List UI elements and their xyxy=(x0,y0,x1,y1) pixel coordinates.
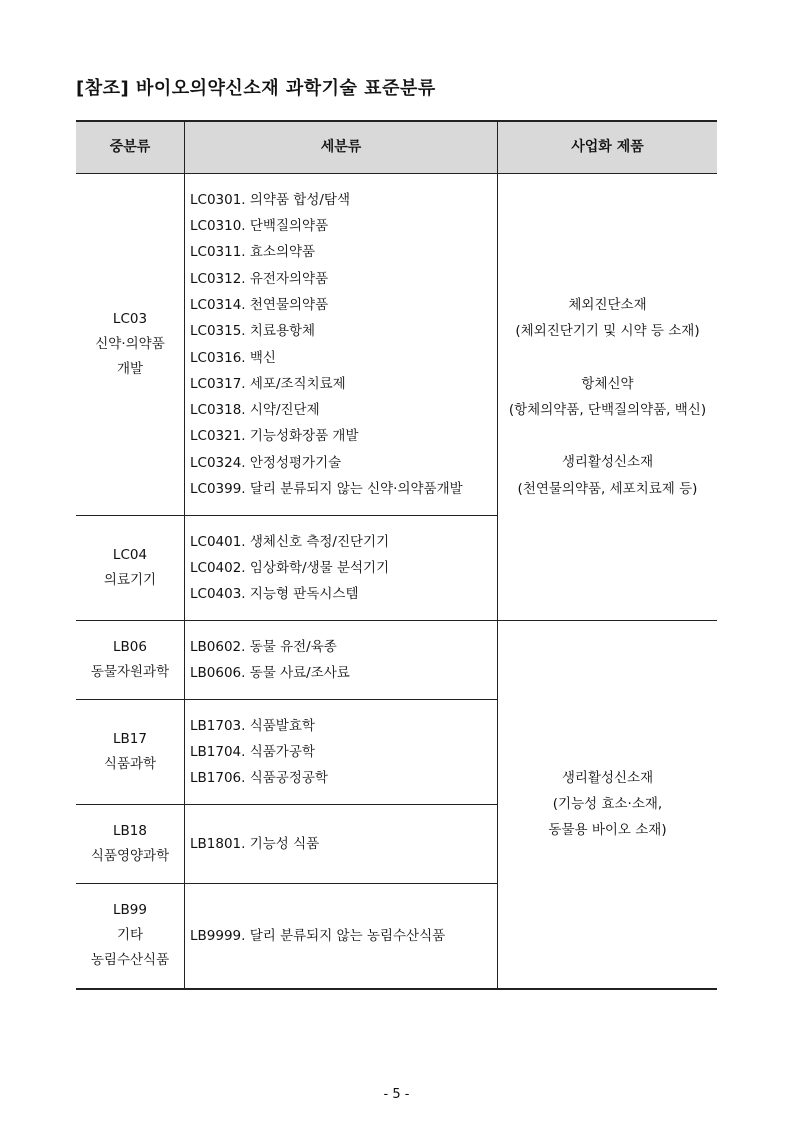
sub-category-cell: LB1801. 기능성 식품 xyxy=(185,805,498,884)
mid-category-cell: LC03 신약·의약품 개발 xyxy=(76,174,185,516)
mid-category-cell: LB18 식품영양과학 xyxy=(76,805,185,884)
page-number: - 5 - xyxy=(383,1087,410,1102)
product-cell: 생리활성신소재 (기능성 효소·소재, 동물용 바이오 소재) xyxy=(498,621,718,989)
product-cell: 체외진단소재 (체외진단기기 및 시약 등 소재) 항체신약 (항체의약품, 단백질의약품, 백신) 생리활성신소재 (천연물의약품, 세포치료제 등) xyxy=(498,174,718,621)
sub-category-cell: LB9999. 달리 분류되지 않는 농림수산식품 xyxy=(185,884,498,989)
sub-category-cell: LC0401. 생체신호 측정/진단기기 LC0402. 임상화학/생물 분석기기 LC0403. 지능형 판독시스템 xyxy=(185,516,498,621)
page-title: [참조] 바이오의약신소재 과학기술 표준분류 xyxy=(76,78,436,99)
header-mid-category: 중분류 xyxy=(76,121,185,174)
sub-category-cell: LB1703. 식품발효학 LB1704. 식품가공학 LB1706. 식품공정공학 xyxy=(185,700,498,805)
table-row xyxy=(76,621,717,700)
mid-category-cell: LB99 기타 농림수산식품 xyxy=(76,884,185,989)
mid-category-cell: LC04 의료기기 xyxy=(76,516,185,621)
sub-category-cell: LC0301. 의약품 합성/탐색 LC0310. 단백질의약품 LC0311. 효소의약품 LC0312. 유전자의약품 LC0314. 천연물의약품 LC0315. 치료용항체 LC0316. 백신 LC0317. 세포/조직치료제 LC0318. 시약/진단제 LC0321. 기능성화장품 개발 LC0324. 안정성평가기술 LC0399. 달리 분류되지 않는 신약·의약품개발 xyxy=(185,174,498,516)
table-row xyxy=(76,174,717,516)
header-sub-category: 세분류 xyxy=(185,121,498,174)
table-header-row xyxy=(76,121,717,174)
mid-category-cell: LB06 동물자원과학 xyxy=(76,621,185,700)
header-product: 사업화 제품 xyxy=(498,121,718,174)
classification-table xyxy=(76,120,717,990)
sub-category-cell: LB0602. 동물 유전/육종 LB0606. 동물 사료/조사료 xyxy=(185,621,498,700)
mid-category-cell: LB17 식품과학 xyxy=(76,700,185,805)
